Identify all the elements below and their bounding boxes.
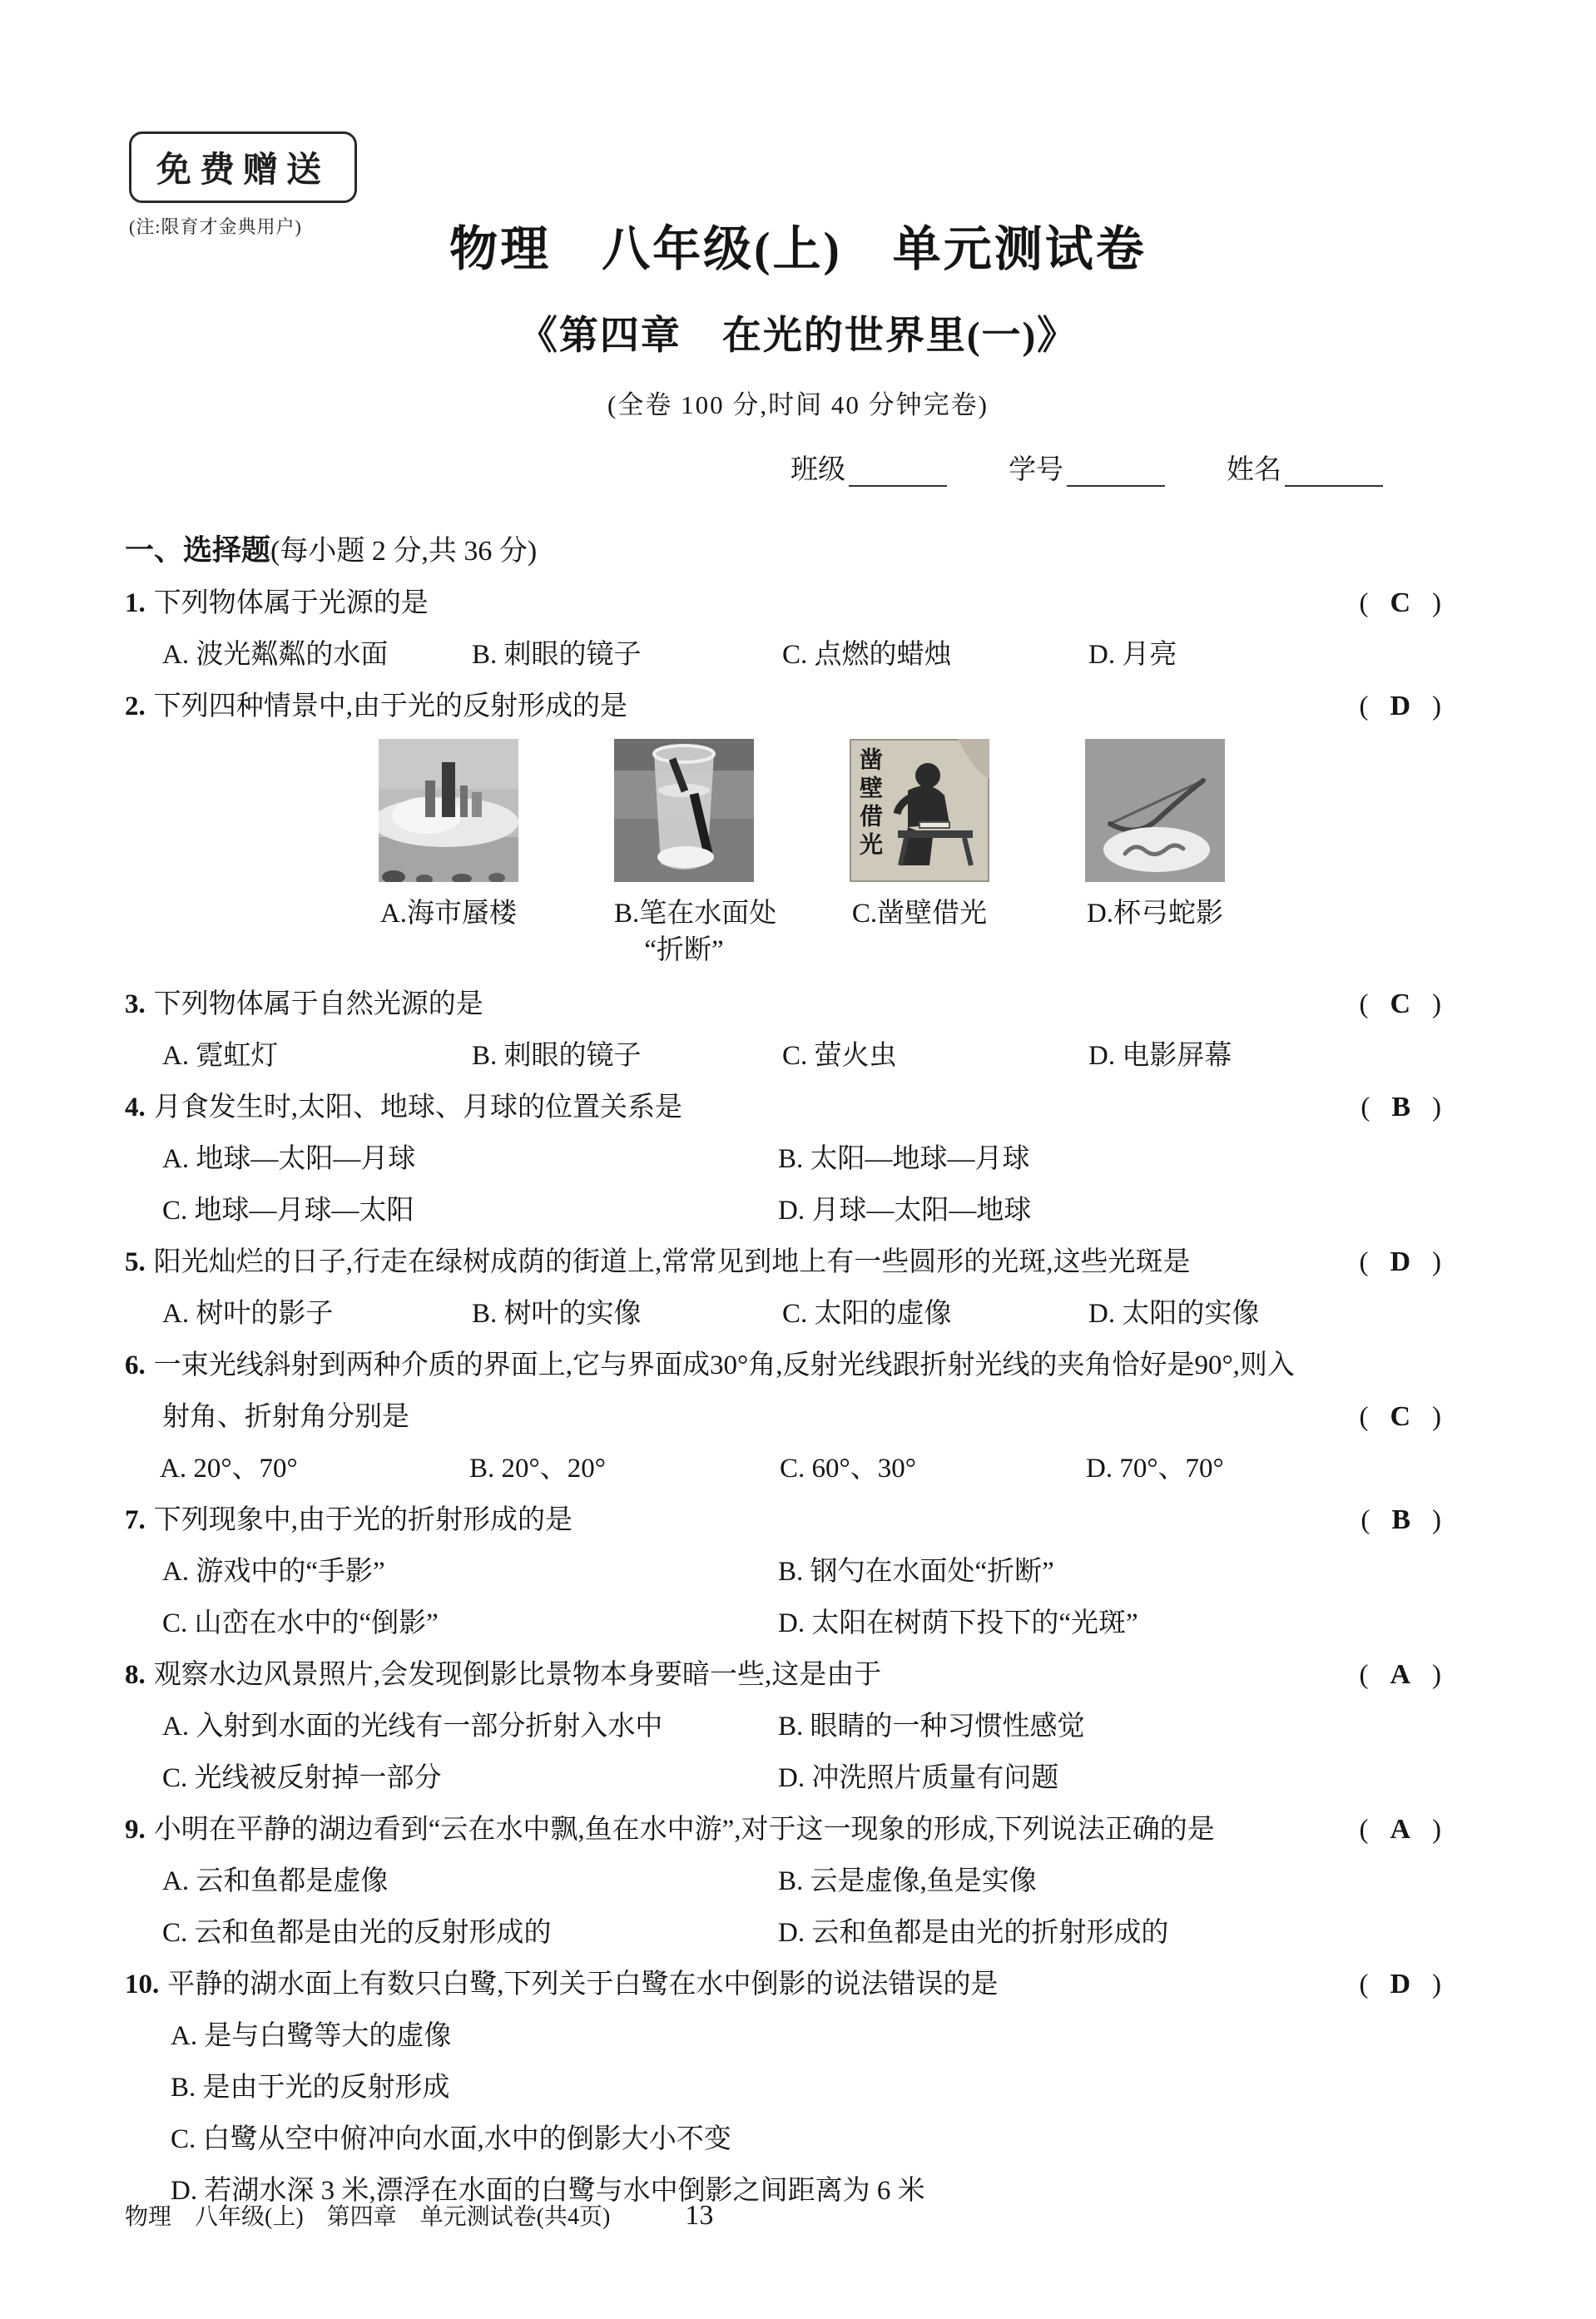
question-text: 下列四种情景中,由于光的反射形成的是 <box>153 691 627 721</box>
option-c: C. 白鹭从空中俯冲向水面,水中的倒影大小不变 <box>171 2124 731 2154</box>
question-text: 下列物体属于自然光源的是 <box>153 989 483 1019</box>
question-text: 下列物体属于光源的是 <box>153 588 429 618</box>
option-c: C. 山峦在水中的“倒影” <box>162 1608 439 1638</box>
student-id-label: 学号 <box>1009 455 1063 485</box>
figure-caption: A.海市蜃楼 <box>379 899 518 929</box>
option-b: B. 20°、20° <box>469 1454 606 1484</box>
question-number: 7. <box>125 1505 146 1535</box>
class-blank <box>849 457 947 487</box>
stamp-note: (注:限育才金典用户) <box>129 216 302 237</box>
question-number: 8. <box>125 1660 146 1690</box>
question-1 <box>125 577 1441 681</box>
question-text: 小明在平静的湖边看到“云在水中飘,鱼在水中游”,对于这一现象的形成,下列说法正确的是 <box>153 1815 1215 1845</box>
option-d: D. 太阳在树荫下投下的“光斑” <box>778 1608 1138 1638</box>
answer-badge: ( D ) <box>1359 1969 1441 1999</box>
figure-vertical-label: 凿壁借光 <box>856 747 882 860</box>
question-text: 月食发生时,太阳、地球、月球的位置关系是 <box>153 1093 682 1122</box>
question-text: 阳光灿烂的日子,行走在绿树成荫的街道上,常常见到地上有一些圆形的光斑,这些光斑是 <box>153 1247 1191 1277</box>
option-d: D. 月亮 <box>1088 640 1177 670</box>
question-5-options <box>125 1288 1441 1340</box>
option-d: D. 云和鱼都是由光的折射形成的 <box>778 1918 1169 1948</box>
question-number: 4. <box>125 1093 146 1122</box>
option-c: C. 云和鱼都是由光的反射形成的 <box>162 1918 552 1948</box>
class-label: 班级 <box>791 455 845 485</box>
name-blank <box>1285 457 1383 487</box>
student-id-field <box>1009 448 1165 487</box>
question-6-options <box>125 1443 1441 1494</box>
question-text: 观察水边风景照片,会发现倒影比景物本身要暗一些,这是由于 <box>153 1660 882 1690</box>
option-d: D. 月球—太阳—地球 <box>778 1196 1032 1226</box>
figure-b <box>614 739 777 967</box>
figure-d <box>1085 739 1225 967</box>
section-title <box>125 525 1441 577</box>
question-text-line2: 射角、折射角分别是 <box>162 1402 409 1432</box>
question-number: 3. <box>125 989 146 1019</box>
question-9-options <box>125 1856 1441 1959</box>
option-a: A. 树叶的影子 <box>162 1299 334 1329</box>
figure-caption: B.笔在水面处 <box>614 899 777 929</box>
figure-caption: C.凿壁借光 <box>851 899 988 929</box>
question-2 <box>125 681 1441 967</box>
question-10-options <box>125 2010 1441 2217</box>
question-number: 6. <box>125 1350 146 1380</box>
question-list <box>125 525 1441 2217</box>
answer-badge: ( A ) <box>1359 1814 1441 1845</box>
option-b: B. 树叶的实像 <box>472 1299 642 1329</box>
option-b: B. 太阳—地球—月球 <box>778 1144 1030 1174</box>
question-7-options <box>125 1546 1441 1649</box>
option-a: A. 入射到水面的光线有一部分折射入水中 <box>162 1712 663 1742</box>
answer-badge: ( D ) <box>1359 691 1441 721</box>
section-name: 一、选择题 <box>125 534 271 567</box>
option-c: C. 点燃的蜡烛 <box>782 640 952 670</box>
page-subtitle: 《第四章 在光的世界里(一)》 <box>518 315 1078 358</box>
answer-badge: ( C ) <box>1359 1401 1441 1432</box>
question-1-options <box>125 629 1441 681</box>
question-text: 平静的湖水面上有数只白鹭,下列关于白鹭在水中倒影的说法错误的是 <box>167 1970 999 1999</box>
option-b: B. 是由于光的反射形成 <box>171 2073 450 2103</box>
question-number: 5. <box>125 1247 146 1277</box>
option-c: C. 太阳的虚像 <box>782 1299 952 1329</box>
student-id-blank <box>1067 457 1165 487</box>
option-d: D. 太阳的实像 <box>1088 1299 1260 1329</box>
answer-badge: ( C ) <box>1359 587 1441 618</box>
figure-pen-in-water-image <box>614 739 754 882</box>
option-d: D. 电影屏幕 <box>1088 1041 1232 1071</box>
question-number: 10. <box>125 1970 160 1999</box>
option-d: D. 冲洗照片质量有问题 <box>778 1763 1059 1793</box>
option-a: A. 是与白鹭等大的虚像 <box>171 2021 452 2051</box>
option-a: A. 霓虹灯 <box>162 1041 279 1071</box>
figure-a <box>379 739 518 967</box>
option-a: A. 游戏中的“手影” <box>162 1557 385 1587</box>
answer-badge: ( A ) <box>1359 1659 1441 1690</box>
option-c: C. 萤火虫 <box>782 1041 897 1071</box>
option-b: B. 钢勺在水面处“折断” <box>778 1557 1054 1587</box>
page-title: 物理 八年级(上) 单元测试卷 <box>449 222 1147 276</box>
question-text: 下列现象中,由于光的折射形成的是 <box>153 1505 572 1535</box>
option-d: D. 若湖水深 3 米,漂浮在水面的白鹭与水中倒影之间距离为 6 米 <box>171 2176 925 2206</box>
stamp <box>129 131 357 239</box>
answer-badge: ( B ) <box>1361 1504 1441 1535</box>
option-c: C. 地球—月球—太阳 <box>162 1196 414 1226</box>
figure-caption: D.杯弓蛇影 <box>1086 899 1224 929</box>
option-d: D. 70°、70° <box>1086 1454 1224 1484</box>
option-a: A. 云和鱼都是虚像 <box>162 1866 389 1896</box>
footer-text: 物理 八年级(上) 第四章 单元测试卷(共4页) <box>125 2204 611 2230</box>
question-9 <box>125 1804 1441 1959</box>
figure-reading-by-borrowed-light-image <box>850 739 989 882</box>
student-fields <box>791 448 1596 487</box>
option-a: A. 地球—太阳—月球 <box>162 1144 416 1174</box>
option-b: B. 刺眼的镜子 <box>472 1041 642 1071</box>
question-3-options <box>125 1030 1441 1082</box>
question-7 <box>125 1494 1441 1649</box>
figure-c <box>850 739 989 967</box>
option-a: A. 波光粼粼的水面 <box>162 640 389 670</box>
question-2-figures <box>125 739 1441 967</box>
answer-badge: ( B ) <box>1361 1092 1441 1122</box>
question-8-options <box>125 1701 1441 1804</box>
answer-badge: ( C ) <box>1359 989 1441 1019</box>
question-6 <box>125 1340 1441 1494</box>
question-8 <box>125 1649 1441 1804</box>
question-text-line1: 一束光线斜射到两种介质的界面上,它与界面成30°角,反射光线跟折射光线的夹角恰好是90°,则入 <box>153 1350 1295 1380</box>
name-field <box>1227 448 1383 487</box>
question-5 <box>125 1236 1441 1340</box>
option-c: C. 光线被反射掉一部分 <box>162 1763 442 1793</box>
option-b: B. 眼睛的一种习惯性感觉 <box>778 1712 1085 1742</box>
page-number: 13 <box>685 2200 714 2231</box>
question-4 <box>125 1082 1441 1236</box>
question-number: 2. <box>125 691 146 721</box>
figure-caption-line2: “折断” <box>644 935 724 965</box>
class-field <box>791 448 947 487</box>
answer-badge: ( D ) <box>1359 1246 1441 1277</box>
question-number: 9. <box>125 1815 146 1845</box>
section-note: (每小题 2 分,共 36 分) <box>270 536 538 567</box>
option-c: C. 60°、30° <box>780 1454 916 1484</box>
page-footer <box>125 2198 713 2232</box>
figure-bow-reflection-image <box>1085 739 1225 882</box>
question-4-options <box>125 1133 1441 1236</box>
option-b: B. 云是虚像,鱼是实像 <box>778 1866 1037 1896</box>
name-label: 姓名 <box>1227 455 1281 485</box>
option-b: B. 刺眼的镜子 <box>472 640 642 670</box>
figure-mirage-image <box>379 739 518 882</box>
question-number: 1. <box>125 588 146 618</box>
option-a: A. 20°、70° <box>160 1454 298 1484</box>
question-10 <box>125 1959 1441 2217</box>
stamp-label: 免费赠送 <box>129 131 357 203</box>
question-3 <box>125 979 1441 1082</box>
exam-info: (全卷 100 分,时间 40 分钟完卷) <box>607 390 989 419</box>
